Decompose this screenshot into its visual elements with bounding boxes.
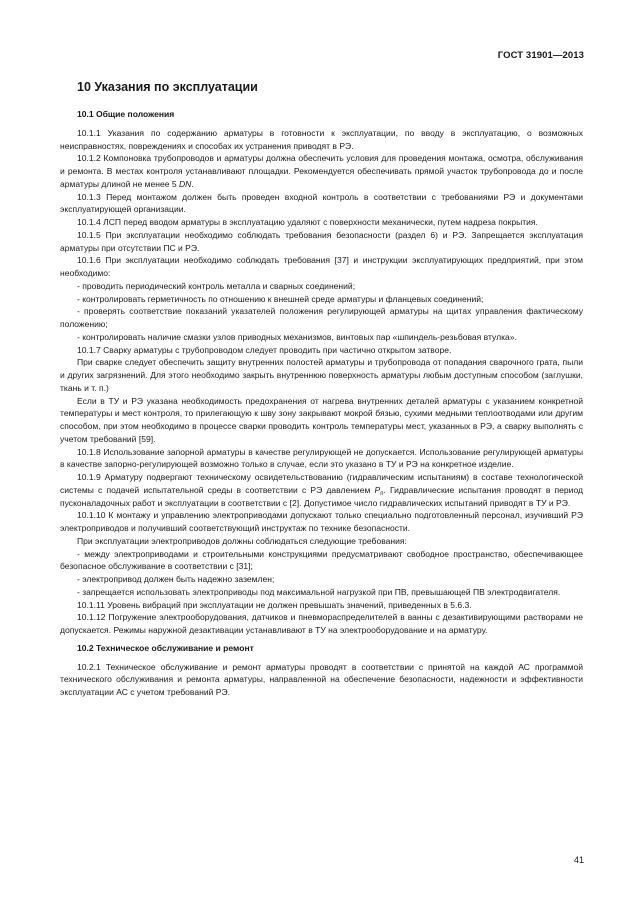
paragraph: 10.1.4 ЛСП перед вводом арматуры в эксплуатацию удаляют с поверхности механически, путем надреза покрытия.: [77, 217, 538, 227]
document-body: [60, 108, 583, 699]
list-item: - проводить периодический контроль металла и сварных соединений;: [77, 280, 356, 291]
paragraph: 10.1.7 Сварку арматуры с трубопроводом следует проводить при частично открытом затворе.: [77, 344, 452, 355]
paragraph: 10.1.11 Уровень вибраций при эксплуатации не должен превышать значений, приведенных в 5.6.3.: [77, 599, 472, 610]
dn-symbol: DN: [179, 178, 192, 189]
pressure-subscript: п: [380, 490, 384, 497]
paragraph: 10.1.5 При эксплуатации необходимо соблюдать требования безопасности (раздел 6) и РЭ. Запрещается эксплуатация арматуры при отсутствии ПС и РЭ.: [60, 229, 583, 253]
subsection-title: 10.1 Общие положения: [77, 109, 175, 119]
paragraph: 10.1.3 Перед монтажом должен быть проведен входной контроль в соответствии с требованиями РЭ и документами эксплуатирующей организации.: [60, 191, 583, 215]
list-item: - контролировать герметичность по отношению к внешней среде арматуры и фланцевых соединений;: [77, 293, 484, 304]
paragraph: 10.1.9 Арматуру подвергают техническому освидетельствованию (гидравлическим испытаниям) в составе технологической системы с подачей испытательной среды в соответствии с РЭ давлением $P_п$. Гидравлические испытания проводят в период пусконаладочных работ и эксплуатации в соответствии с [2]. Допустимое число гидравлических испытаний приводят в ТУ и РЭ.: [60, 472, 583, 508]
list-item: - контролировать наличие смазки узлов приводных механизмов, винтовых пар «шпиндель-резьбовая втулка».: [77, 331, 517, 342]
paragraph: При сварке следует обеспечить защиту внутренних полостей арматуры и трубопровода от попадания сварочного грата, пыли и других загрязнений. Для этого необходимо закрыть внутреннюю поверхность арматуры любым доступным способом (заглушки, ткань и т. п.): [60, 357, 583, 393]
paragraph: 10.2.1 Техническое обслуживание и ремонт арматуры проводят в соответствии с принятой на каждой АС программой технического обслуживания и ремонта арматуры, направленной на обеспечение безопасности, надежности и эффективности эксплуатации АС с учетом требований РЭ.: [60, 661, 583, 697]
paragraph: 10.1.8 Использование запорной арматуры в качестве регулирующей не допускается. Использование регулирующей арматуры в качестве запорно-регулирующей возможно только в случае, если это указано в ТУ и РЭ на конкретное изделие.: [60, 446, 583, 470]
paragraph: 10.1.12 Погружение электрооборудования, датчиков и пневмораспределителей в ванны с дезактивирующими растворами не допускается. Режимы наружной дезактивации устанавливают в ТУ на электрооборудование и на арматуру.: [60, 612, 583, 635]
paragraph: 10.1.1 Указания по содержанию арматуры в готовности к эксплуатации, по вводу в эксплуатацию, о возможных неисправностях, повреждениях и способах их устранения приводят в РЭ.: [60, 127, 583, 151]
section-title: 10 Указания по эксплуатации: [77, 80, 258, 94]
standard-header: ГОСТ 31901—2013: [497, 50, 584, 61]
paragraph: 10.1.2 Компоновка трубопроводов и арматуры должна обеспечить условия для проведения монтажа, осмотра, обслуживания и ремонта. В местах контроля устанавливают площадки. Рекомендуется обеспечивать прямой участок трубопровода до и после арматуры длиной не менее 5 DN.: [60, 153, 583, 189]
page-number: 41: [573, 855, 584, 865]
paragraph: Если в ТУ и РЭ указана необходимость предохранения от нагрева внутренних деталей арматуры с указанием конкретной температуры и мест контроля, то прилегающую к шву зону закрывают мокрой бязью, сухими медными теплоотводами или другим способом, при этом необходимо в процессе сварки проводить контроль температуры мест, указанных в РЭ, а сварку выполнять с учетом требований [59].: [60, 395, 583, 444]
paragraph: 10.1.6 При эксплуатации необходимо соблюдать требования [37] и инструкции эксплуатирующих предприятий, при этом необходимо:: [60, 255, 583, 278]
list-item: - проверять соответствие показаний указателей положения регулирующей арматуры на щитах управления фактическому положению;: [60, 306, 583, 329]
paragraph: 10.1.10 К монтажу и управлению электроприводами допускают только специально подготовленный персонал, изучивший РЭ электроприводов и получивший соответствующий инструктаж по технике безопасности.: [60, 510, 583, 533]
pressure-symbol: P: [374, 484, 381, 495]
subsection-title: 10.2 Техническое обслуживание и ремонт: [77, 642, 254, 653]
list-item: - между электроприводами и строительными конструкциями предусматривают свободное пространство, обеспечивающее безопасное обслуживание в соответствии с [31];: [60, 548, 583, 572]
list-item: - запрещается использовать электроприводы под максимальной нагрузкой при ПВ, превышающей ПВ электродвигателя.: [77, 586, 561, 597]
list-item: - электропривод должен быть надежно заземлен;: [77, 574, 275, 584]
paragraph: При эксплуатации электроприводов должны соблюдаться следующие требования:: [77, 535, 407, 546]
